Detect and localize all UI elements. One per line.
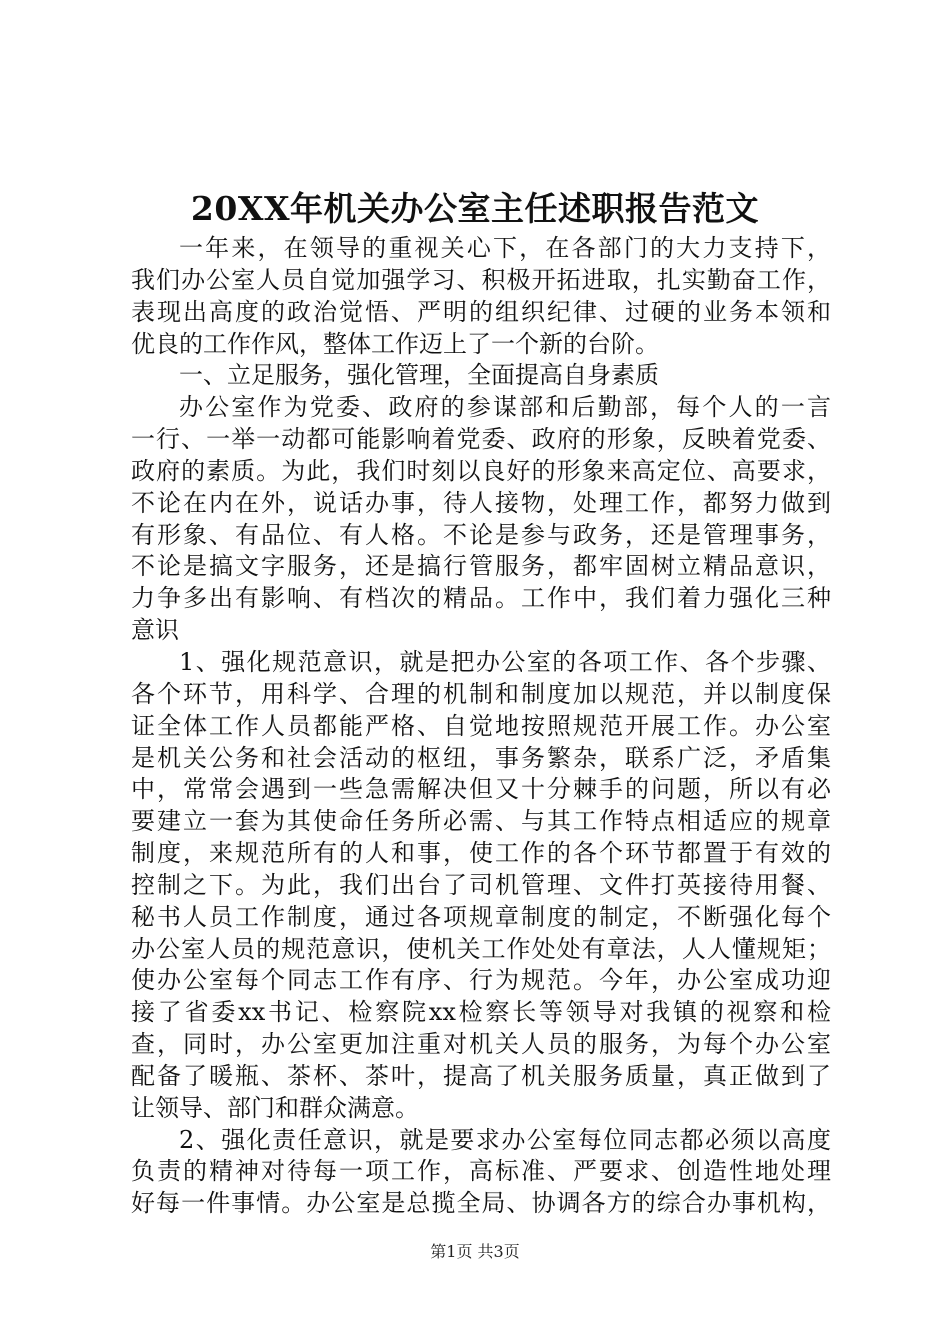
text-line: 力争多出有影响、有档次的精品。工作中，我们着力强化三种 [131, 584, 831, 613]
document-body [131, 233, 831, 1220]
text-line: 意识 [131, 616, 179, 645]
text-line: 不论是搞文字服务，还是搞行管服务，都牢固树立精品意识， [131, 552, 831, 581]
section-heading: 一、立足服务，强化管理，全面提高自身素质 [179, 361, 659, 390]
text-line: 我们办公室人员自觉加强学习、积极开拓进取，扎实勤奋工作， [131, 265, 831, 294]
text-line: 一年来，在领导的重视关心下，在各部门的大力支持下， [179, 234, 831, 262]
text-line: 让领导、部门和群众满意。 [131, 1093, 419, 1122]
document-title: 20XX年机关办公室主任述职报告范文 [190, 189, 760, 228]
text-line: 政府的素质。为此，我们时刻以良好的形象来高定位、高要求， [131, 456, 831, 485]
text-line: 秘书人员工作制度，通过各项规章制度的制定，不断强化每个 [131, 902, 831, 931]
text-line: 2、强化责任意识，就是要求办公室每位同志都必须以高度 [179, 1125, 831, 1154]
text-line: 配备了暖瓶、茶杯、茶叶，提高了机关服务质量，真正做到了 [131, 1061, 831, 1090]
text-line: 控制之下。为此，我们出台了司机管理、文件打英接待用餐、 [131, 870, 831, 899]
text-line: 证全体工作人员都能严格、自觉地按照规范开展工作。办公室 [131, 711, 831, 740]
text-line: 表现出高度的政治觉悟、严明的组织纪律、过硬的业务本领和 [131, 297, 831, 326]
text-line: 办公室人员的规范意识，使机关工作处处有章法，人人懂规矩； [131, 934, 831, 963]
text-line: 负责的精神对待每一项工作，高标准、严要求、创造性地处理 [131, 1157, 831, 1186]
text-line: 有形象、有品位、有人格。不论是参与政务，还是管理事务， [131, 520, 831, 549]
text-line: 优良的工作作风，整体工作迈上了一个新的台阶。 [131, 329, 659, 358]
text-line: 好每一件事情。办公室是总揽全局、协调各方的综合办事机构， [131, 1189, 831, 1218]
text-line: 查，同时，办公室更加注重对机关人员的服务，为每个办公室 [131, 1030, 831, 1059]
text-line: 办公室作为党委、政府的参谋部和后勤部，每个人的一言 [179, 393, 831, 422]
page-number: 第1页 共3页 [430, 1242, 520, 1261]
text-line: 1、强化规范意识，就是把办公室的各项工作、各个步骤、 [179, 647, 831, 676]
text-line: 使办公室每个同志工作有序、行为规范。今年，办公室成功迎 [131, 966, 831, 995]
text-line: 制度，来规范所有的人和事，使工作的各个环节都置于有效的 [131, 839, 831, 868]
text-line: 是机关公务和社会活动的枢纽，事务繁杂，联系广泛，矛盾集 [131, 743, 831, 772]
text-line: 中，常常会遇到一些急需解决但又十分棘手的问题，所以有必 [131, 775, 831, 804]
text-line: 要建立一套为其使命任务所必需、与其工作特点相适应的规章 [131, 807, 831, 836]
text-line: 接了省委xx书记、检察院xx检察长等领导对我镇的视察和检 [131, 998, 831, 1027]
text-line: 一行、一举一动都可能影响着党委、政府的形象，反映着党委、 [131, 425, 831, 454]
text-line: 各个环节，用科学、合理的机制和制度加以规范，并以制度保 [131, 679, 831, 708]
text-line: 不论在内在外，说话办事，待人接物，处理工作，都努力做到 [131, 488, 831, 517]
